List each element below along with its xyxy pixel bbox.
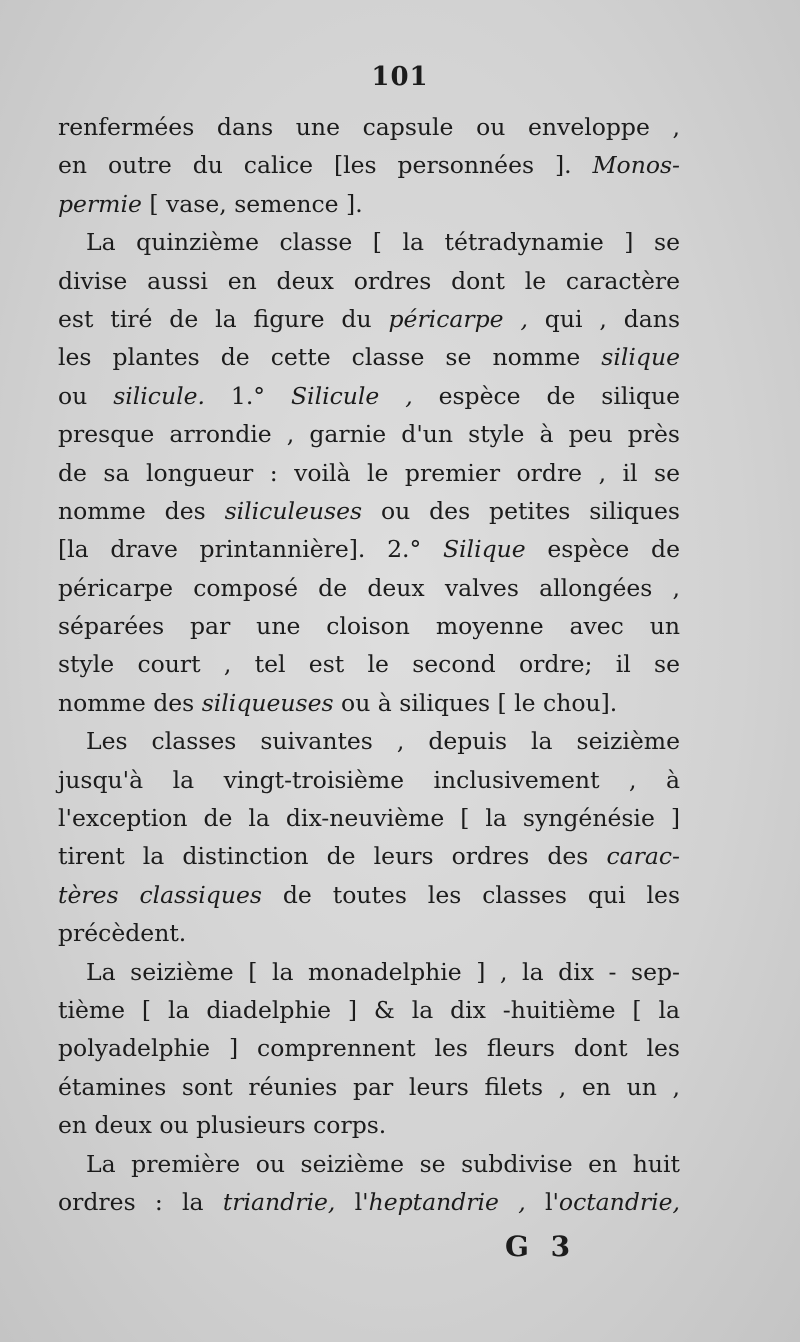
text-line (58, 1029, 680, 1067)
text-line (58, 1145, 680, 1183)
italic-term: Silique (442, 535, 526, 564)
page-number: 101 (371, 62, 429, 92)
text-segment: [la drave printannière]. 2.° (58, 535, 443, 564)
text-line (58, 338, 680, 376)
text-segment: ou (58, 381, 114, 410)
signature-mark: G 3 (505, 1230, 577, 1263)
italic-term: Monos- (592, 151, 680, 180)
text-line (58, 377, 680, 415)
text-line (58, 876, 680, 914)
text-segment: en deux ou plusieurs corps. (58, 1111, 387, 1140)
page-body-text (58, 108, 680, 1221)
text-line (58, 300, 680, 338)
text-line (58, 722, 680, 760)
text-segment: La quinzième classe [ la tétradynamie ] se (86, 228, 680, 257)
text-segment: espèce de silique (412, 381, 680, 410)
text-segment: l'exception de la dix-neuvième [ la syngénésie ] (58, 804, 680, 833)
text-segment: renfermées dans une capsule ou enveloppe , (58, 113, 680, 141)
text-line (58, 799, 680, 837)
text-segment: séparées par une cloison moyenne avec un (58, 612, 680, 641)
text-line (58, 569, 680, 607)
text-segment: étamines sont réunies par leurs filets , en un , (58, 1072, 680, 1101)
text-segment: tirent la distinction de leurs ordres des (58, 842, 607, 871)
italic-term: carac- (606, 842, 680, 871)
italic-term: siliqueuses (201, 688, 334, 717)
italic-term: péricarpe , (388, 304, 528, 333)
text-segment: ou à siliques [ le chou]. (333, 688, 618, 717)
text-line (58, 492, 680, 530)
italic-term: silicule. (113, 381, 205, 410)
text-line (58, 607, 680, 645)
text-segment: nomme des (58, 496, 225, 525)
text-segment: en outre du calice [les personnées ]. (58, 151, 593, 180)
text-line (58, 1068, 680, 1106)
text-segment: est tiré de la figure du (58, 304, 389, 333)
text-segment: [ vase, semence ]. (141, 189, 363, 218)
text-segment: divise aussi en deux ordres dont le caractère (58, 266, 680, 295)
text-segment: jusqu'à la vingt-troisième inclusivement , à (58, 765, 680, 794)
text-segment: presque arrondie , garnie d'un style à peu près (58, 420, 680, 449)
text-line (58, 645, 680, 683)
text-segment: qui , dans (527, 304, 681, 333)
text-segment: l' (525, 1187, 559, 1216)
text-line (58, 1183, 680, 1221)
italic-term: permie (58, 189, 142, 218)
italic-term: triandrie, (222, 1187, 336, 1216)
text-line (58, 415, 680, 453)
italic-term: tères classiques (58, 880, 262, 909)
text-segment: 1.° (204, 381, 291, 410)
italic-term: siliculeuses (224, 496, 363, 525)
text-segment: les plantes de cette classe se nomme (58, 343, 602, 372)
text-line (58, 108, 680, 146)
text-line (58, 223, 680, 261)
text-line (58, 953, 680, 991)
italic-term: octandrie, (558, 1187, 680, 1216)
text-segment: espèce de (525, 535, 680, 564)
text-line (58, 454, 680, 492)
text-segment: style court , tel est le second ordre; il se (58, 650, 680, 679)
text-line (58, 914, 680, 952)
text-segment: tième [ la diadelphie ] & la dix -huitième [ la (58, 995, 680, 1024)
text-line (58, 761, 680, 799)
text-line (58, 684, 680, 722)
text-segment: nomme des (58, 688, 202, 717)
text-line (58, 991, 680, 1029)
text-segment: Les classes suivantes , depuis la seizième (86, 727, 680, 756)
italic-term: Silicule , (290, 381, 413, 410)
text-segment: ordres : la (58, 1187, 223, 1216)
text-segment: ou des petites siliques (362, 496, 680, 525)
text-segment: précèdent. (58, 919, 187, 948)
text-line (58, 530, 680, 568)
text-line (58, 262, 680, 300)
italic-term: silique (601, 343, 680, 372)
text-line (58, 185, 680, 223)
text-segment: La première ou seizième se subdivise en huit (86, 1149, 680, 1178)
text-segment: péricarpe composé de deux valves allongées , (58, 573, 680, 602)
text-line (58, 837, 680, 875)
text-segment: de toutes les classes qui les (261, 880, 681, 909)
text-segment: de sa longueur : voilà le premier ordre , il se (58, 458, 680, 487)
text-segment: l' (335, 1187, 369, 1216)
text-line (58, 1106, 680, 1144)
text-line (58, 146, 680, 184)
text-segment: polyadelphie ] comprennent les fleurs dont les (58, 1034, 680, 1063)
italic-term: heptandrie , (368, 1187, 526, 1216)
text-segment: La seizième [ la monadelphie ] , la dix - sep- (86, 957, 680, 986)
